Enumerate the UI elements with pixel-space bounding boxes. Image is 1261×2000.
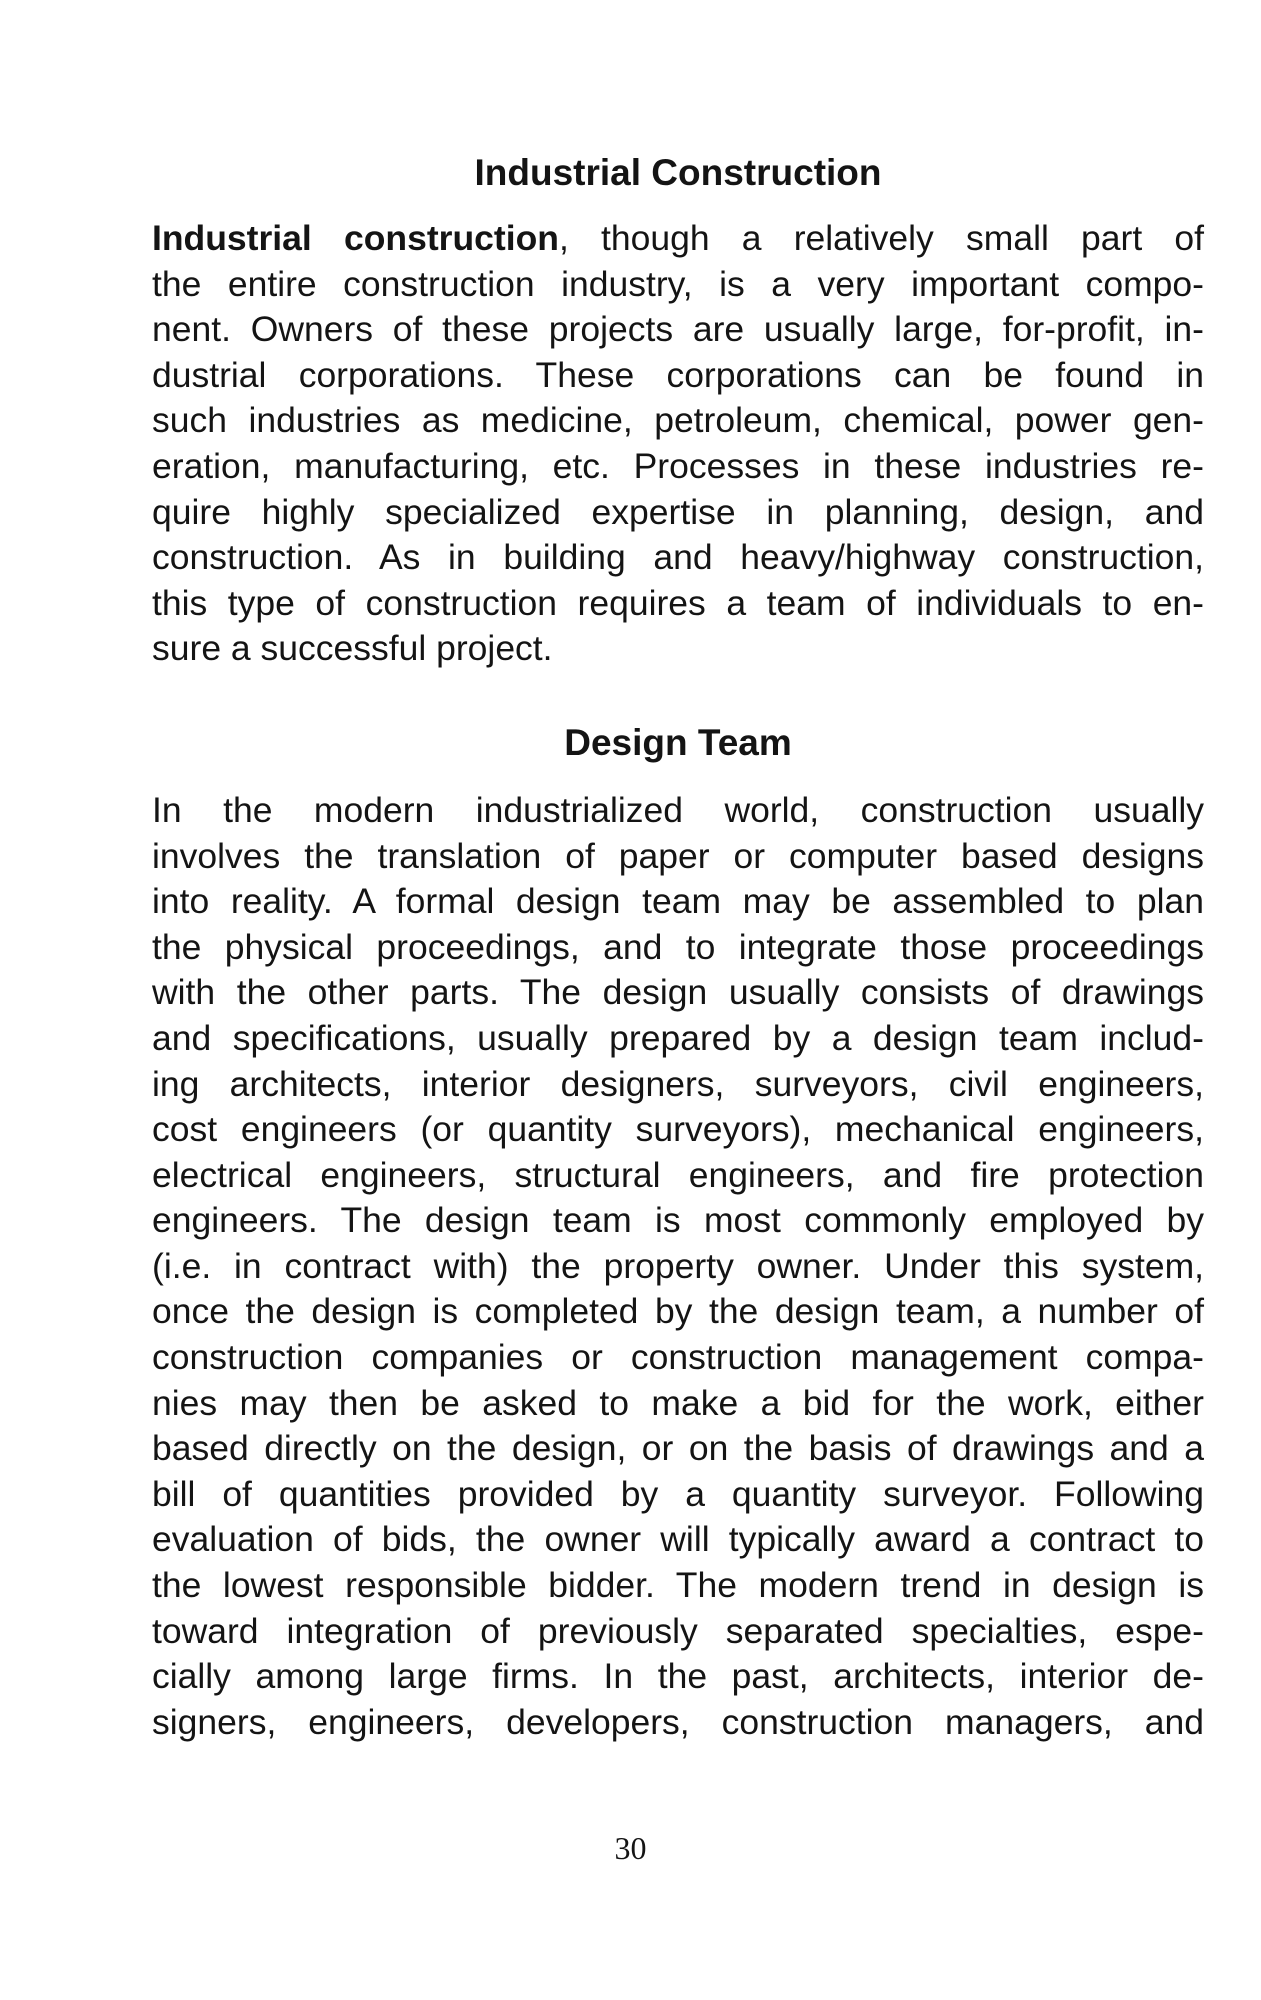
lead-term: Industrial construction <box>152 218 559 258</box>
text-line: this type of construction requires a team of individuals to en- <box>152 582 1204 623</box>
section-title-design-team: Design Team <box>564 721 792 763</box>
text-line: the entire construction industry, is a very important compo- <box>152 263 1204 304</box>
page-number: 30 <box>614 1830 647 1866</box>
text-line: involves the translation of paper or computer based designs <box>152 835 1204 876</box>
text-line: evaluation of bids, the owner will typically award a contract to <box>152 1519 1204 1560</box>
text-line: and specifications, usually prepared by a design team includ- <box>152 1017 1204 1058</box>
text-line: toward integration of previously separated specialties, espe- <box>152 1610 1204 1651</box>
text-line: based directly on the design, or on the basis of drawings and a <box>152 1428 1204 1469</box>
text-line: into reality. A formal design team may be assembled to plan <box>152 881 1204 922</box>
text-line: ing architects, interior designers, surveyors, civil engineers, <box>152 1063 1204 1104</box>
text-line-rest: , though a relatively small part of <box>558 218 1205 258</box>
paragraph-design-team <box>152 788 1204 1745</box>
text-line: such industries as medicine, petroleum, chemical, power gen- <box>152 400 1204 441</box>
text-line <box>152 216 1204 262</box>
text-line: (i.e. in contract with) the property owner. Under this system, <box>152 1245 1204 1286</box>
paragraph-industrial-construction <box>152 216 1204 672</box>
text-line: cially among large firms. In the past, architects, interior de- <box>152 1656 1204 1697</box>
text-line: sure a successful project. <box>152 628 553 669</box>
text-line: construction. As in building and heavy/highway construction, <box>152 537 1204 578</box>
text-line: nent. Owners of these projects are usually large, for-profit, in- <box>152 309 1204 350</box>
text-line: the physical proceedings, and to integrate those proceedings <box>152 926 1204 967</box>
text-line: nies may then be asked to make a bid for the work, either <box>152 1382 1204 1423</box>
text-line: once the design is completed by the design team, a number of <box>152 1291 1204 1332</box>
text-line: dustrial corporations. These corporations can be found in <box>152 354 1204 395</box>
text-line: signers, engineers, developers, construction managers, and <box>152 1701 1204 1742</box>
text-line: with the other parts. The design usually consists of drawings <box>152 972 1204 1013</box>
page-content <box>152 150 1204 1745</box>
text-line: construction companies or construction management compa- <box>152 1337 1204 1378</box>
text-line: bill of quantities provided by a quantity surveyor. Following <box>152 1473 1204 1514</box>
text-line: eration, manufacturing, etc. Processes in these industries re- <box>152 445 1204 486</box>
section-title-industrial-construction: Industrial Construction <box>474 152 882 193</box>
text-line: In the modern industrialized world, construction usually <box>152 789 1204 830</box>
text-line: electrical engineers, structural engineers, and fire protection <box>152 1154 1204 1195</box>
text-line: the lowest responsible bidder. The modern trend in design is <box>152 1565 1204 1606</box>
text-line: quire highly specialized expertise in planning, design, and <box>152 491 1204 532</box>
text-line: engineers. The design team is most commonly employed by <box>152 1200 1204 1241</box>
text-line: cost engineers (or quantity surveyors), mechanical engineers, <box>152 1109 1204 1150</box>
